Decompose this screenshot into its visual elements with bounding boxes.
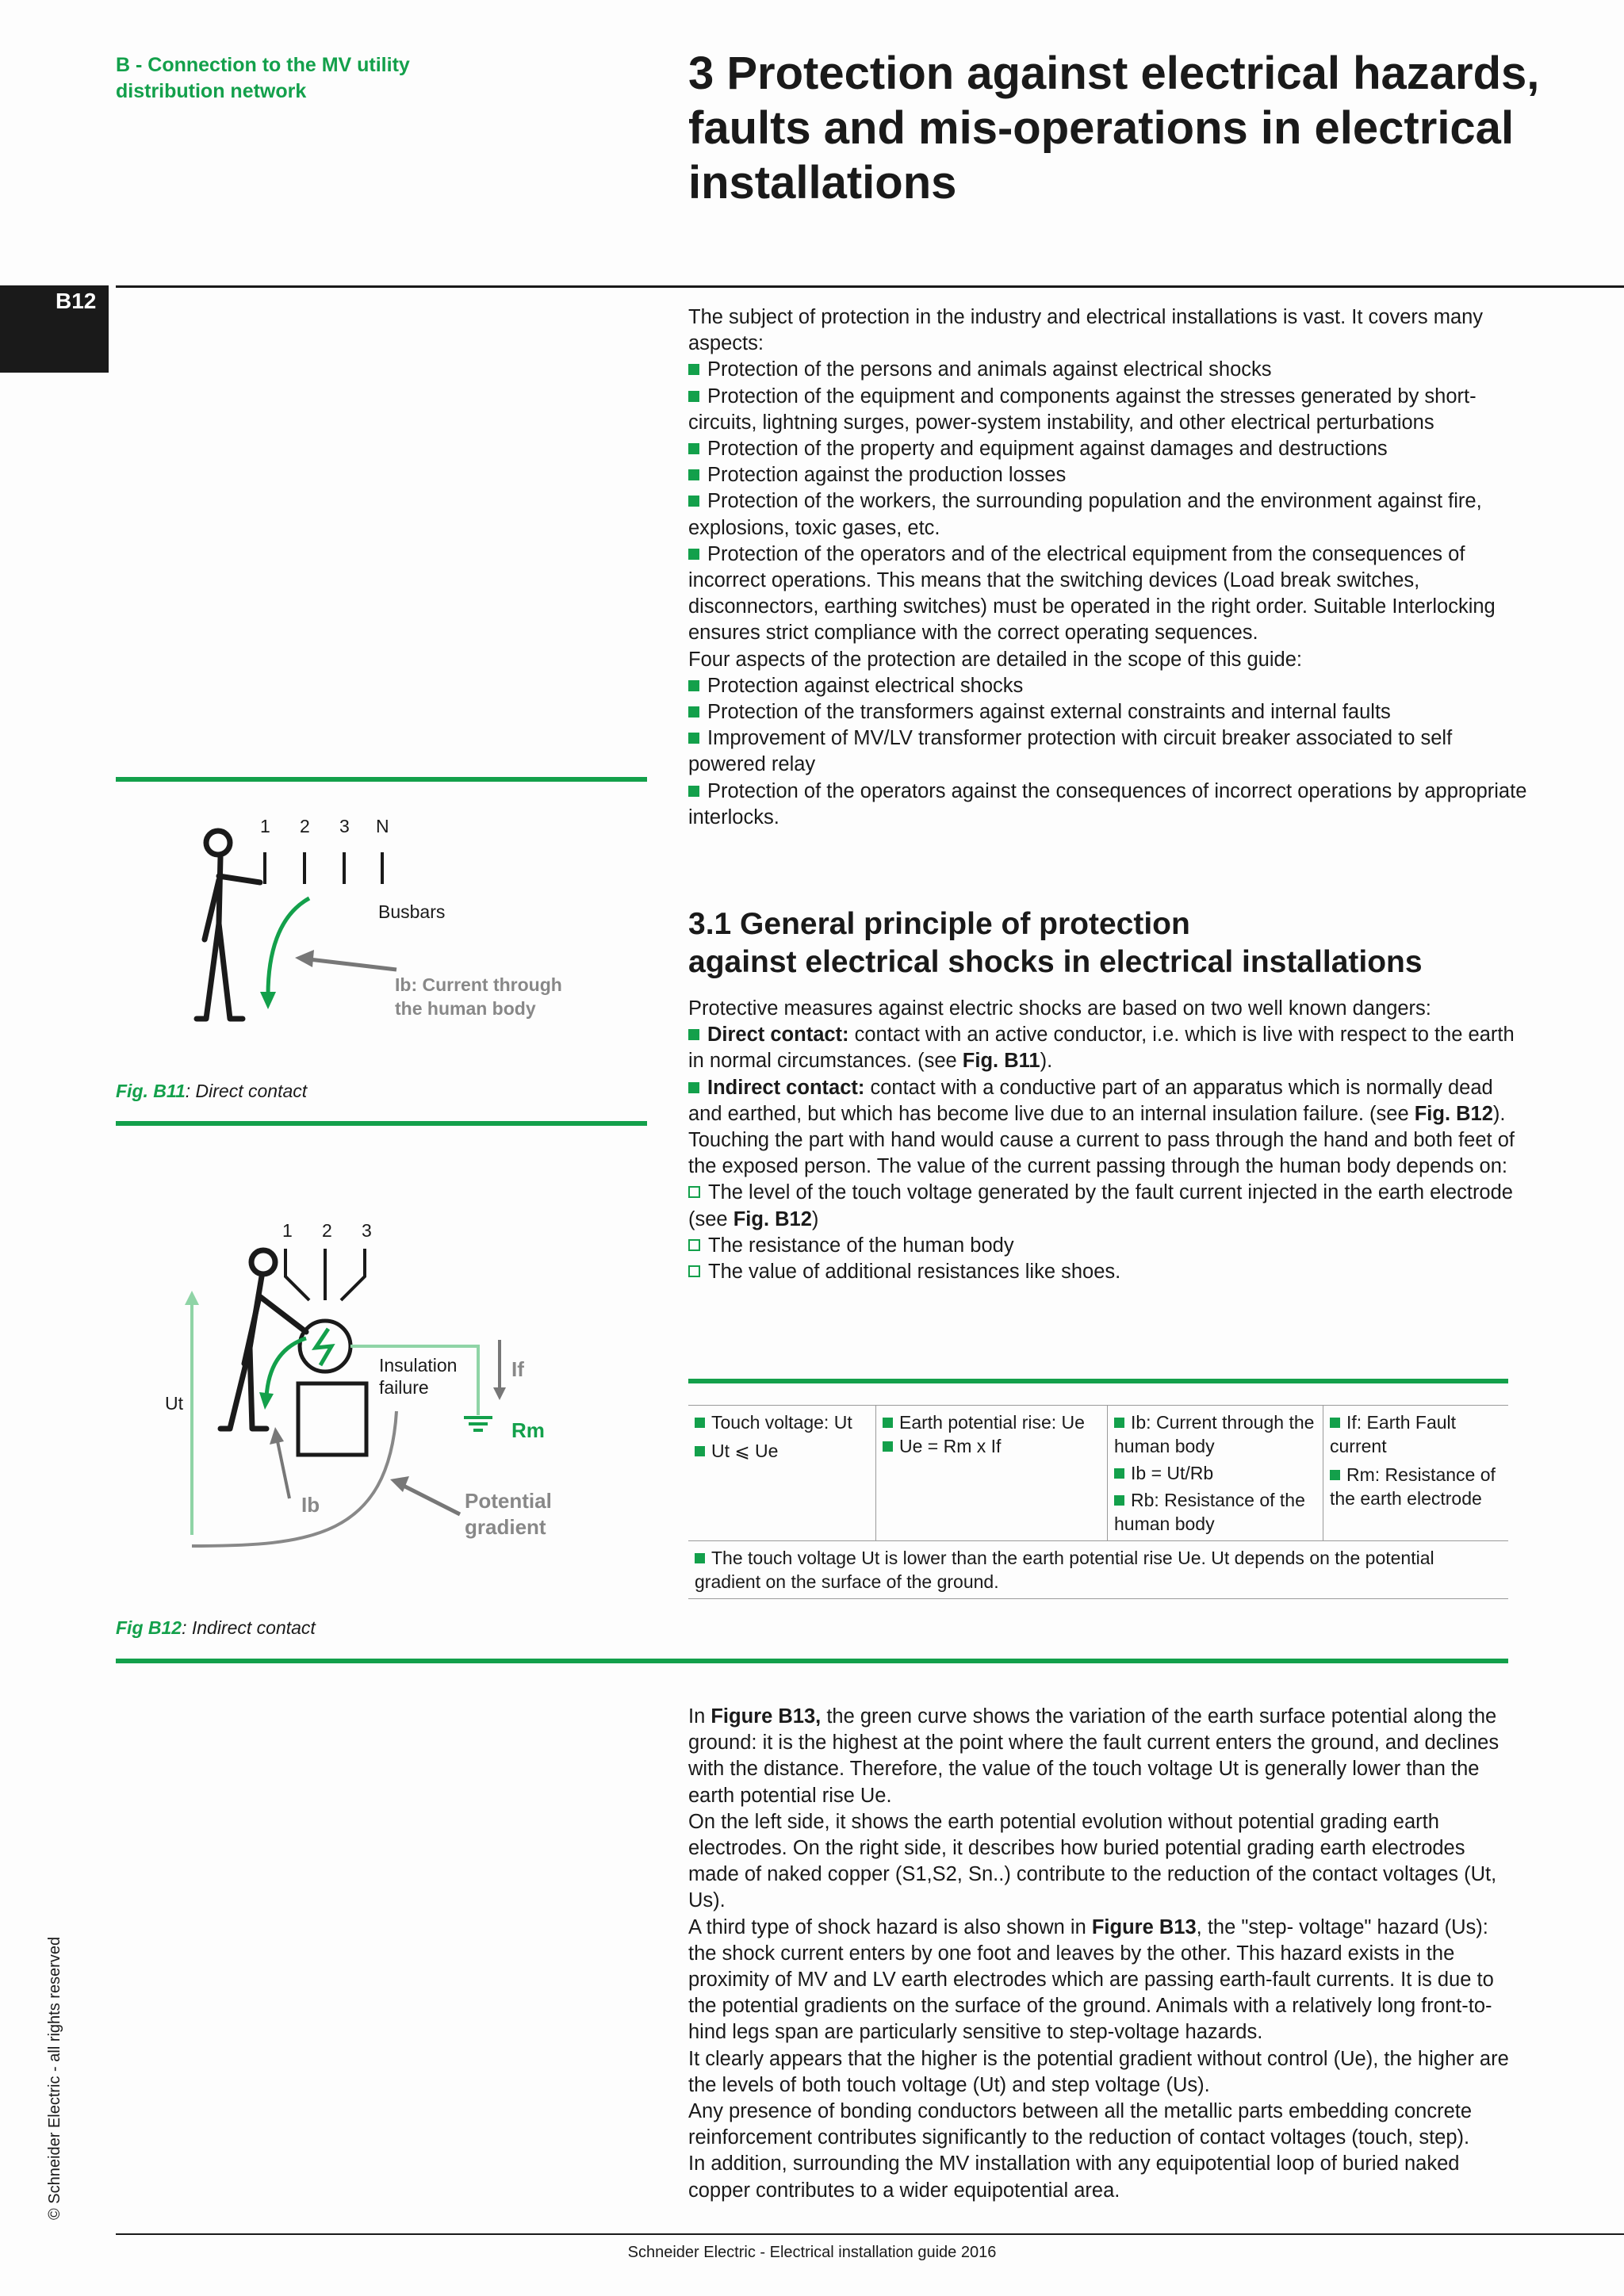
table-note: The touch voltage Ut is lower than the earth potential rise Ue. Ut depends on the potential gradient on the surface of the ground. bbox=[688, 1541, 1508, 1599]
list-item: Protection of the equipment and components against the stresses generated by short-circuits, lightning surges, power-system instability, and other electrical perturbations bbox=[688, 385, 1477, 434]
fig-b11-diagram bbox=[174, 805, 650, 1043]
gradient-arrowhead bbox=[390, 1476, 409, 1492]
bullet-hollow-square-icon bbox=[688, 1239, 700, 1251]
bullet-square-icon bbox=[688, 391, 699, 402]
bullet-square-icon bbox=[688, 706, 699, 718]
phase-label: 1 bbox=[282, 1220, 293, 1241]
bullet-square-icon bbox=[688, 549, 699, 560]
insulation-label: failure bbox=[379, 1377, 429, 1398]
bullet-square-icon bbox=[688, 496, 699, 507]
section-3-1-body bbox=[688, 996, 1517, 1285]
intro-block bbox=[688, 304, 1529, 831]
list-item: Direct contact: contact with an active conductor, i.e. which is live with respect to the earth in normal circumstances. (see Fig. B11). bbox=[688, 1024, 1515, 1073]
list-item: The value of additional resistances like shoes. bbox=[688, 1259, 1517, 1285]
bullet-square-icon bbox=[1114, 1495, 1124, 1506]
phase-label: 3 bbox=[339, 816, 350, 836]
page-number-tab bbox=[0, 285, 109, 373]
current-arrowhead bbox=[260, 992, 276, 1009]
ib-pointer bbox=[278, 1441, 289, 1498]
ut-label: Ut bbox=[165, 1393, 183, 1414]
fig-b11-rule bbox=[116, 777, 647, 782]
apparatus-enclosure bbox=[298, 1383, 366, 1455]
paragraph: It clearly appears that the higher is the potential gradient without control (Ue), the higher are the levels of both touch voltage (Ut) and step voltage (Us). bbox=[688, 2047, 1509, 2096]
bullet-square-icon bbox=[695, 1418, 705, 1428]
gradient-pointer bbox=[400, 1484, 460, 1514]
bullet-square-icon bbox=[1114, 1468, 1124, 1479]
current-arrowhead bbox=[259, 1392, 274, 1410]
person-figure bbox=[197, 831, 260, 1019]
section-lead: Protective measures against electric shocks are based on two well known dangers: bbox=[688, 997, 1431, 1020]
list-item: Protection of the operators and of the electrical equipment from the consequences of incorrect operations. This means that the switching devices (Load break switches, disconnectors, earthing switches) must be operated in the right order. Suitable Interlocking ensures strict compliance with the correct operating sequences. bbox=[688, 542, 1496, 645]
fig-b11-caption: Fig. B11: Direct contact bbox=[116, 1081, 308, 1101]
phase-label: 3 bbox=[362, 1220, 372, 1241]
if-arrowhead bbox=[493, 1387, 506, 1400]
bullet-square-icon bbox=[688, 443, 699, 454]
bullet-square-icon bbox=[1114, 1418, 1124, 1428]
footer-text: Schneider Electric - Electrical installation guide 2016 bbox=[627, 2244, 997, 2261]
phase-label: N bbox=[376, 816, 389, 836]
header-rule bbox=[116, 285, 1624, 288]
bullet-square-icon bbox=[688, 786, 699, 797]
bullet-square-icon bbox=[883, 1441, 893, 1452]
if-label: If bbox=[511, 1357, 524, 1381]
list-item: Protection of the operators against the consequences of incorrect operations by appropriate interlocks. bbox=[688, 779, 1527, 828]
current-label: Ib: Current through bbox=[395, 974, 562, 995]
bullet-square-icon bbox=[1330, 1470, 1340, 1480]
section-3-1-title: 3.1 General principle of protection against electrical shocks in electrical installations bbox=[688, 907, 1423, 979]
bullet-square-icon bbox=[688, 733, 699, 744]
bullet-square-icon bbox=[688, 1082, 699, 1093]
ut-arrowhead bbox=[185, 1291, 199, 1305]
page-number: B12 bbox=[56, 289, 97, 313]
bullet-square-icon bbox=[688, 1029, 699, 1040]
phase-conductors bbox=[285, 1249, 365, 1300]
copyright-notice: © Schneider Electric - all rights reserved bbox=[46, 1936, 63, 2220]
list-item: Protection of the property and equipment against damages and destructions bbox=[688, 436, 1529, 462]
table-row bbox=[688, 1541, 1508, 1599]
fig-b12-caption: Fig B12: Indirect contact bbox=[116, 1617, 316, 1638]
bullet-square-icon bbox=[688, 680, 699, 691]
list-item: The resistance of the human body bbox=[688, 1233, 1517, 1259]
paragraph: On the left side, it shows the earth potential evolution without potential grading earth electrodes. On the right side, it describes how buried potential grading earth electrodes made of naked copper (S1,S2, Sn..) contribute to the reduction of the contact voltages (Ut, Us). bbox=[688, 1810, 1497, 1912]
pointer-arrowhead bbox=[295, 950, 314, 967]
list-item: Protection of the persons and animals against electrical shocks bbox=[688, 357, 1529, 383]
list-item: Protection of the transformers against external constraints and internal faults bbox=[688, 699, 1529, 725]
table-row bbox=[688, 1406, 1508, 1541]
section-divider-rule bbox=[116, 1659, 1508, 1663]
current-label: the human body bbox=[395, 998, 536, 1019]
touching-text: Touching the part with hand would cause a current to pass through the hand and both feet of the exposed person. The value of the current passing through the human body depends on: bbox=[688, 1129, 1515, 1178]
current-path-arrow bbox=[268, 898, 309, 995]
rm-label: Rm bbox=[511, 1418, 545, 1442]
summary-table bbox=[688, 1405, 1508, 1599]
gradient-label: Potential bbox=[465, 1489, 552, 1513]
ib-label: Ib bbox=[301, 1493, 320, 1517]
list-item: The level of the touch voltage generated by the fault current injected in the earth electrode (see Fig. B12) bbox=[688, 1181, 1513, 1230]
paragraph: A third type of shock hazard is also shown in Figure B13, the "step- voltage" hazard (Us): the shock current enters by one foot and leaves by the other. This hazard exists in the proximity of MV and LV earth electrodes which are passing earth-fault currents. It is due to the potential gradients on the surface of the ground. Animals with a relatively long front-to-hind legs span are particularly sensitive to step-voltage hazards. bbox=[688, 1915, 1494, 2044]
bullet-square-icon bbox=[695, 1446, 705, 1456]
table-top-rule bbox=[688, 1379, 1508, 1383]
scope-lead: Four aspects of the protection are detailed in the scope of this guide: bbox=[688, 648, 1302, 671]
intro-lead: The subject of protection in the industry and electrical installations is vast. It covers many aspects: bbox=[688, 306, 1484, 355]
fig-b13-text bbox=[688, 1704, 1517, 2204]
summary-table-wrap bbox=[688, 1405, 1508, 1599]
table-cell: Earth potential rise: Ue Ue = Rm x If bbox=[876, 1406, 1108, 1541]
list-item: Protection against the production losses bbox=[688, 462, 1529, 488]
bullet-square-icon bbox=[695, 1553, 705, 1563]
insulation-label: Insulation bbox=[379, 1355, 458, 1376]
earth-symbol-icon bbox=[464, 1418, 492, 1430]
bullet-square-icon bbox=[688, 364, 699, 375]
phase-label: 2 bbox=[322, 1220, 332, 1241]
list-item: Indirect contact: contact with a conductive part of an apparatus which is normally dead and earthed, but which has become live due to an internal insulation failure. (see Fig. B12). bbox=[688, 1076, 1506, 1125]
bullet-square-icon bbox=[883, 1418, 893, 1428]
paragraph: In addition, surrounding the MV installation with any equipotential loop of buried naked copper contributes to a wider equipotential area. bbox=[688, 2152, 1460, 2202]
table-cell: If: Earth Fault current Rm: Resistance of the earth electrode bbox=[1323, 1406, 1509, 1541]
phase-label: 1 bbox=[260, 816, 270, 836]
list-item: Improvement of MV/LV transformer protection with circuit breaker associated to self powered relay bbox=[688, 727, 1453, 776]
bullet-hollow-square-icon bbox=[688, 1186, 700, 1198]
bullet-square-icon bbox=[688, 469, 699, 480]
ib-arrowhead bbox=[270, 1427, 284, 1445]
pointer-arrow bbox=[309, 959, 396, 970]
busbars-label: Busbars bbox=[378, 901, 446, 922]
fig-b12-rule bbox=[116, 1121, 647, 1126]
gradient-label: gradient bbox=[465, 1515, 546, 1539]
paragraph: Any presence of bonding conductors between all the metallic parts embedding concrete reinforcement contributes significantly to the reduction of contact voltages (touch, step). bbox=[688, 2100, 1473, 2149]
bullet-hollow-square-icon bbox=[688, 1265, 700, 1277]
phase-label: 2 bbox=[300, 816, 310, 836]
section-label: B - Connection to the MV utility distribution network bbox=[116, 54, 410, 102]
footer-rule bbox=[116, 2233, 1624, 2235]
list-item: Protection of the workers, the surrounding population and the environment against fire, explosions, toxic gases, etc. bbox=[688, 490, 1482, 539]
chapter-title: 3 Protection against electrical hazards, faults and mis-operations in electrical installations bbox=[688, 48, 1540, 209]
paragraph: In Figure B13, the green curve shows the variation of the earth surface potential along the ground: it is the highest at the point where the fault current enters the ground, and declines with the distance. Therefore, the value of the touch voltage Ut is generally lower than the earth potential rise Ue. bbox=[688, 1705, 1500, 1807]
bullet-square-icon bbox=[1330, 1418, 1340, 1428]
list-item: Protection against electrical shocks bbox=[688, 673, 1529, 699]
busbar-lines bbox=[265, 852, 382, 884]
table-cell: Touch voltage: Ut Ut ⩽ Ue bbox=[688, 1406, 876, 1541]
fig-b12-diagram bbox=[151, 1213, 642, 1562]
lightning-icon bbox=[316, 1329, 331, 1365]
table-cell: Ib: Current through the human body Ib = Ut/Rb Rb: Resistance of the human body bbox=[1108, 1406, 1323, 1541]
